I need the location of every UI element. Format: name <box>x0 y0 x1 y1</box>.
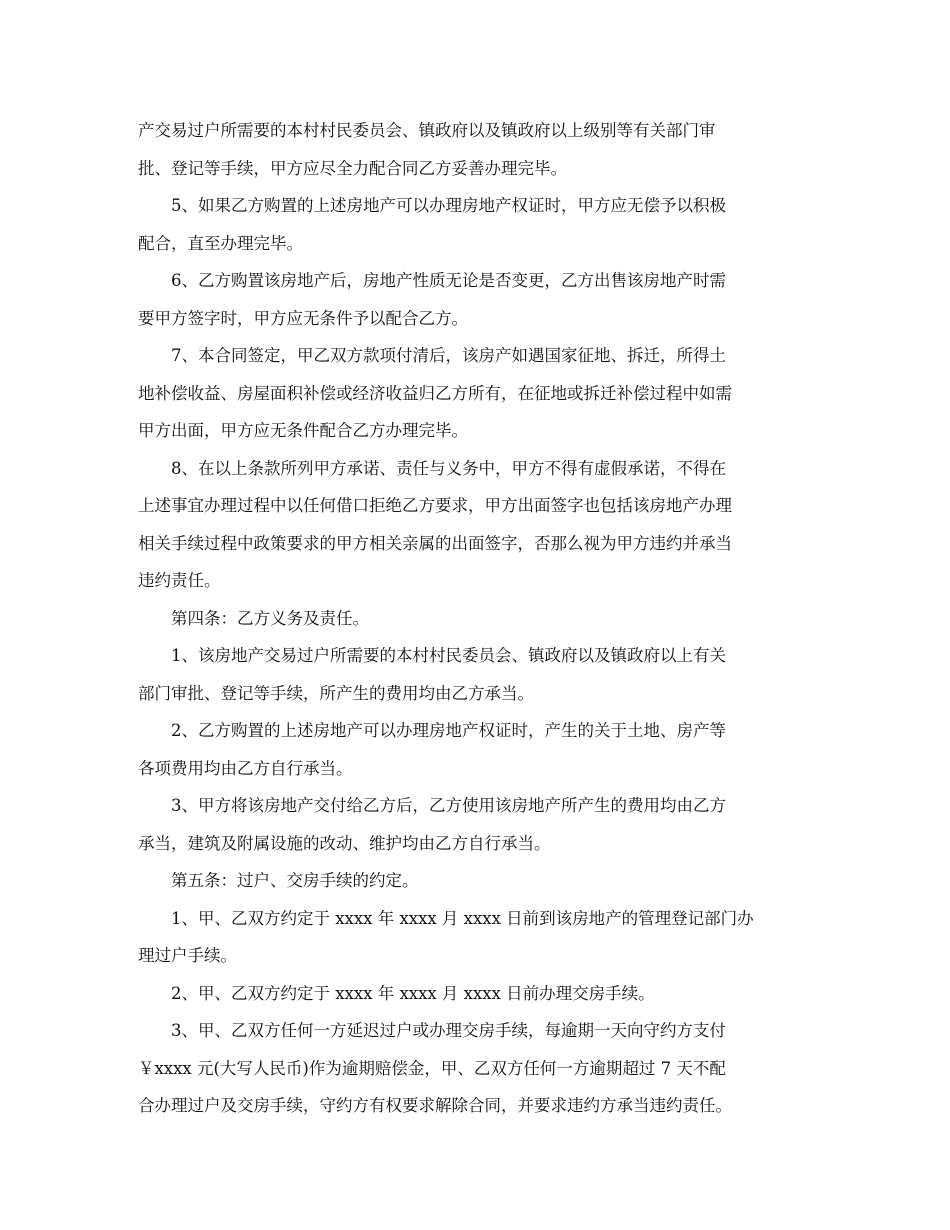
text-line: 1、甲、乙双方约定于 xxxx 年 xxxx 月 xxxx 日前到该房地产的管理登记部门办 <box>171 908 754 928</box>
document-paragraph <box>138 787 818 862</box>
text-line: 配合，直至办理完毕。 <box>138 233 303 253</box>
document-paragraph <box>138 1012 818 1125</box>
text-line: 3、甲方将该房地产交付给乙方后，乙方使用该房地产所产生的费用均由乙方 <box>171 796 726 815</box>
document-paragraph <box>138 112 818 187</box>
document-paragraph <box>138 975 818 1013</box>
document-body <box>138 112 818 1125</box>
text-line: 2、乙方购置的上述房地产可以办理房地产权证时，产生的关于土地、房产等 <box>171 721 726 740</box>
text-line: 部门审批、登记等手续，所产生的费用均由乙方承当。 <box>138 683 534 703</box>
text-line: 各项费用均由乙方自行承当。 <box>138 758 353 778</box>
text-line: 7、本合同签定，甲乙双方款项付清后，该房产如遇国家征地、拆迁，所得土 <box>171 346 726 365</box>
document-paragraph <box>138 337 818 450</box>
text-line: 甲方出面，甲方应无条件配合乙方办理完毕。 <box>138 421 468 440</box>
text-line: 相关手续过程中政策要求的甲方相关亲属的出面签字，否那么视为甲方违约并承当 <box>138 533 732 553</box>
text-line: 3、甲、乙双方任何一方延迟过户或办理交房手续，每逾期一天向守约方支付 <box>171 1021 726 1040</box>
document-paragraph <box>138 450 818 600</box>
document-paragraph <box>138 637 818 712</box>
text-line: 上述事宜办理过程中以任何借口拒绝乙方要求，甲方出面签字也包括该房地产办理 <box>138 496 732 515</box>
text-line: 地补偿收益、房屋面积补偿或经济收益归乙方所有，在征地或拆迁补偿过程中如需 <box>138 383 732 403</box>
text-line: 2、甲、乙双方约定于 xxxx 年 xxxx 月 xxxx 日前办理交房手续。 <box>171 983 655 1003</box>
text-line: 产交易过户所需要的本村村民委员会、镇政府以及镇政府以上级别等有关部门审 <box>138 121 716 140</box>
document-paragraph <box>138 712 818 787</box>
text-line: 8、在以上条款所列甲方承诺、责任与义务中，甲方不得有虚假承诺，不得在 <box>171 458 726 478</box>
text-line: 第五条：过户、交房手续的约定。 <box>171 871 419 890</box>
document-paragraph <box>138 187 818 262</box>
document-paragraph <box>138 900 818 975</box>
document-paragraph <box>138 600 818 638</box>
text-line: 第四条：乙方义务及责任。 <box>171 608 369 628</box>
text-line: ￥xxxx 元(大写人民币)作为逾期赔偿金，甲、乙双方任何一方逾期超过 7 天不配 <box>138 1058 726 1078</box>
text-line: 6、乙方购置该房地产后，房地产性质无论是否变更，乙方出售该房地产时需 <box>171 271 726 290</box>
text-line: 合办理过户及交房手续，守约方有权要求解除合同，并要求违约方承当违约责任。 <box>138 1096 732 1115</box>
text-line: 5、如果乙方购置的上述房地产可以办理房地产权证时，甲方应无偿予以积极 <box>171 196 726 215</box>
document-paragraph <box>138 862 818 900</box>
text-line: 1、该房地产交易过户所需要的本村村民委员会、镇政府以及镇政府以上有关 <box>171 646 726 665</box>
document-paragraph <box>138 262 818 337</box>
text-line: 承当，建筑及附属设施的改动、维护均由乙方自行承当。 <box>138 833 551 853</box>
text-line: 批、登记等手续，甲方应尽全力配合同乙方妥善办理完毕。 <box>138 158 567 178</box>
text-line: 理过户手续。 <box>138 946 237 965</box>
text-line: 违约责任。 <box>138 571 221 590</box>
text-line: 要甲方签字时，甲方应无条件予以配合乙方。 <box>138 308 468 328</box>
